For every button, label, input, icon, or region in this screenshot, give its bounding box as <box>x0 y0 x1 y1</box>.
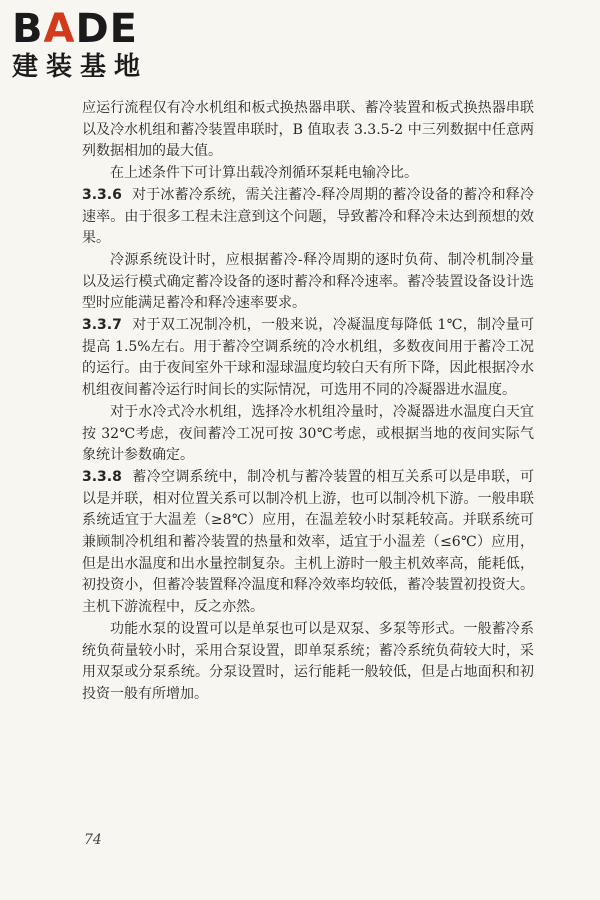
section-paragraph-3-3-6 <box>82 185 534 250</box>
paragraph-text: 功能水泵的设置可以是单泵也可以是双泵、多泵等形式。一般蓄冷系统负荷量较小时，采用合泵设置，即单泵系统；蓄冷系统负荷较大时，采用双泵或分泵系统。分泵设置时，运行能耗一般较低，但是占地面积和初投资一般有所增加。 <box>82 620 534 702</box>
paragraph-text: 对于水冷式冷水机组，选择冷水机组冷量时，冷凝器进水温度白天宜按 32℃考虑，夜间蓄冷工况可按 30℃考虑，或根据当地的夜间实际气象统计参数确定。 <box>82 403 534 464</box>
paragraph-text: 对于冰蓄冷系统，需关注蓄冷-释冷周期的蓄冷设备的蓄冷和释冷速率。由于很多工程未注意到这个问题，导致蓄冷和释冷未达到预想的效果。 <box>82 186 534 247</box>
section-paragraph-3-3-8 <box>82 467 534 619</box>
logo-subtitle: 建装基地 <box>12 52 149 82</box>
section-number: 3.3.8 <box>82 468 122 485</box>
paragraph-text: 在上述条件下可计算出载冷剂循环泵耗电输冷比。 <box>110 165 418 182</box>
logo-wordmark <box>12 8 148 50</box>
section-number: 3.3.6 <box>82 186 122 203</box>
paragraph-text: 冷源系统设计时，应根据蓄冷-释冷周期的逐时负荷、制冷机制冷量以及运行模式确定蓄冷设备的逐时蓄冷和释冷速率。蓄冷装置设备设计选型时应能满足蓄冷和释冷速率要求。 <box>82 251 534 312</box>
section-paragraph-3-3-7 <box>82 315 534 402</box>
paragraph <box>82 402 534 467</box>
section-number: 3.3.7 <box>82 317 122 334</box>
paragraph <box>82 163 534 185</box>
logo-letter-b: B <box>12 6 44 52</box>
paragraph <box>82 619 534 706</box>
document-body <box>82 98 534 706</box>
paragraph-text: 应运行流程仅有冷水机组和板式换热器串联、蓄冷装置和板式换热器串联以及冷水机组和蓄冷装置串联时，B 值取表 3.3.5-2 中三列数据中任意两列数据相加的最大值。 <box>82 100 534 160</box>
logo-letter-a: A <box>43 6 76 52</box>
paragraph <box>82 250 534 315</box>
paragraph-text: 蓄冷空调系统中，制冷机与蓄冷装置的相互关系可以是串联，可以是并联，相对位置关系可以制冷机上游，也可以制冷机下游。一般串联系统适宜于大温差（≥8℃）应用，在温差较小时泵耗较高。并联系统可兼顾制冷机组和蓄冷装置的热量和效率，适宜于小温差（≤6℃）应用，但是出水温度和出水量控制复杂。主机上游时一般主机效率高，能耗低，初投资小，但蓄冷装置释冷温度和释冷效率均较低，蓄冷装置初投资大。主机下游流程中，反之亦然。 <box>82 468 534 616</box>
logo-letters-de: DE <box>75 6 138 52</box>
bade-logo <box>12 8 148 82</box>
paragraph-text: 对于双工况制冷机，一般来说，冷凝温度每降低 1℃，制冷量可提高 1.5%左右。用于蓄冷空调系统的冷水机组，多数夜间用于蓄冷工况的运行。由于夜间室外干球和湿球温度均较白天有所下降，因此根据冷水机组夜间蓄冷运行时间长的实际情况，可选用不同的冷凝器进水温度。 <box>82 317 534 399</box>
paragraph-continuation <box>82 98 534 163</box>
page-number: 74 <box>84 832 102 848</box>
